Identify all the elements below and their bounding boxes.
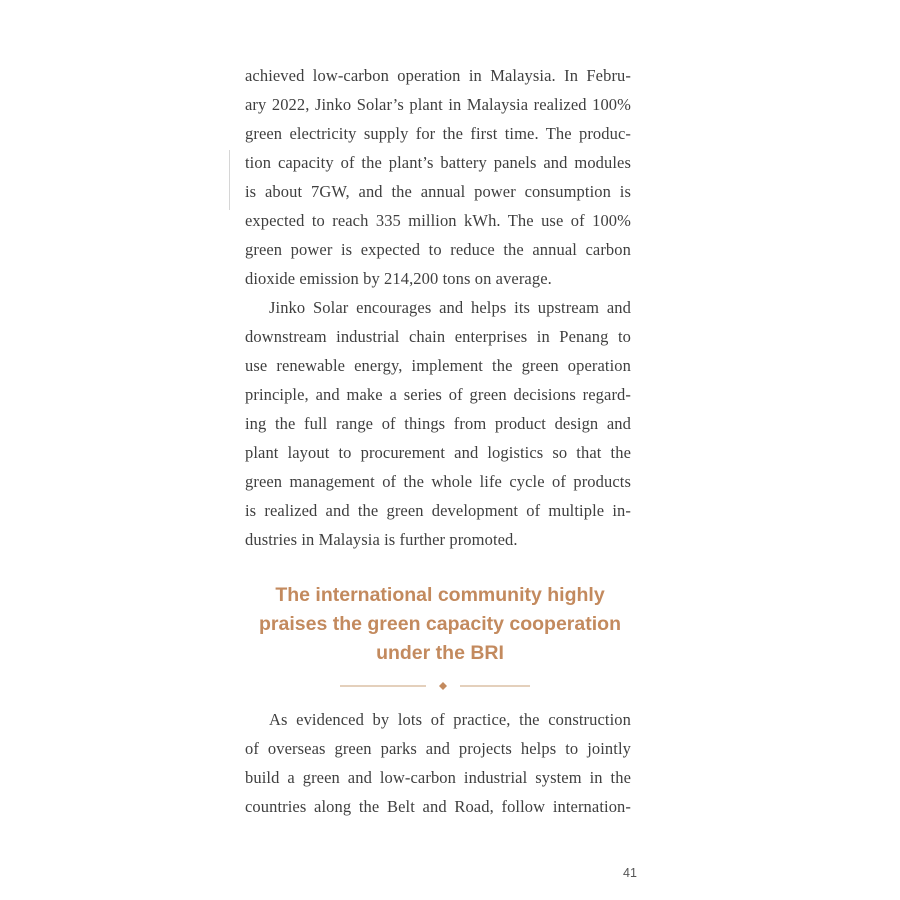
text-line: green management of the whole life cycle of products — [245, 472, 631, 491]
text-line: plant layout to procurement and logistics so that the — [245, 443, 631, 462]
diamond-divider-icon — [340, 680, 530, 692]
text-line: dioxide emission by 214,200 tons on average. — [245, 269, 552, 288]
text-line: is realized and the green development of multiple in- — [245, 501, 631, 520]
text-line: use renewable energy, implement the green operation — [245, 356, 631, 375]
text-line: ary 2022, Jinko Solar’s plant in Malaysia realized 100% — [245, 95, 631, 114]
text-line: Jinko Solar encourages and helps its upstream and — [269, 298, 631, 317]
text-line: build a green and low-carbon industrial system in the — [245, 768, 631, 787]
text-line: ing the full range of things from product design and — [245, 414, 631, 433]
text-line: of overseas green parks and projects helps to jointly — [245, 739, 631, 758]
text-line: principle, and make a series of green decisions regard- — [245, 385, 631, 404]
text-line: expected to reach 335 million kWh. The use of 100% — [245, 211, 631, 230]
page-number: 41 — [623, 866, 637, 880]
binding-mark — [229, 150, 230, 210]
heading-line: praises the green capacity cooperation — [259, 613, 621, 635]
text-line: green power is expected to reduce the annual carbon — [245, 240, 631, 259]
text-line: achieved low-carbon operation in Malaysia. In Febru- — [245, 66, 631, 85]
text-line: dustries in Malaysia is further promoted. — [245, 530, 518, 549]
text-line: tion capacity of the plant’s battery panels and modules — [245, 153, 631, 172]
heading-line: under the BRI — [376, 642, 504, 664]
text-line: is about 7GW, and the annual power consumption is — [245, 182, 631, 201]
heading-line: The international community highly — [275, 584, 605, 606]
text-line: green electricity supply for the first time. The produc- — [245, 124, 631, 143]
text-line: As evidenced by lots of practice, the construction — [269, 710, 631, 729]
text-line: countries along the Belt and Road, follow internation- — [245, 797, 631, 816]
text-line: downstream industrial chain enterprises in Penang to — [245, 327, 631, 346]
